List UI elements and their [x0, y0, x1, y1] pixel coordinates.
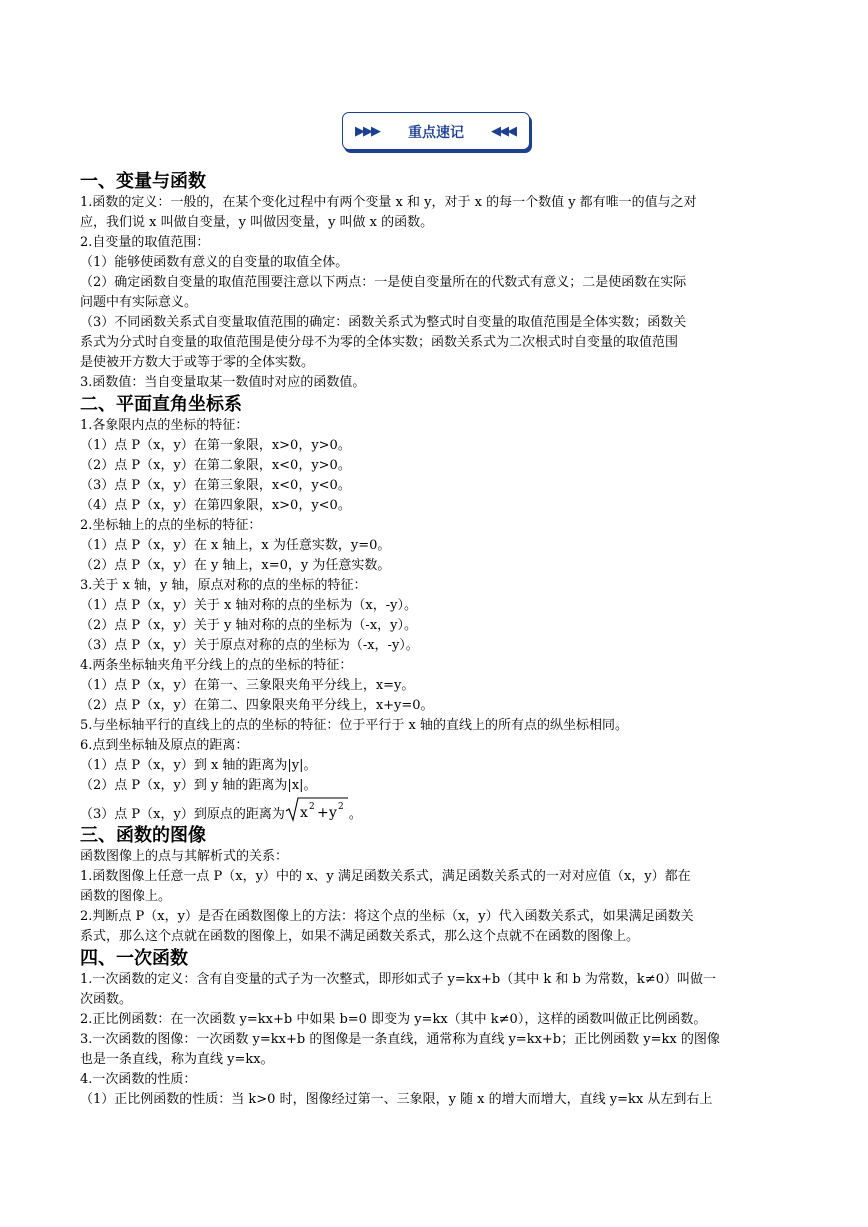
text-line: （2）点 P（x，y）在第二、四象限夹角平分线上，x+y=0。 — [80, 698, 434, 713]
text-line: （3）点 P（x，y）在第三象限，x<0，y<0。 — [80, 478, 351, 493]
text-line: 也是一条直线，称为直线 y=kx。 — [80, 1052, 274, 1067]
formula-suffix: 。 — [348, 807, 362, 822]
section-heading-1: 一、变量与函数 — [80, 171, 206, 192]
key-points-banner — [342, 112, 530, 150]
text-line: 3.一次函数的图像：一次函数 y=kx+b 的图像是一条直线，通常称为直线 y=kx+b；正比例函数 y=kx 的图像 — [80, 1032, 720, 1047]
banner-title: 重点速记 — [408, 125, 464, 141]
text-line: 问题中有实际意义。 — [80, 295, 198, 310]
text-line: 1.函数图像上任意一点 P（x，y）中的 x、y 满足函数关系式，满足函数关系式的一对对应值（x，y）都在 — [80, 869, 691, 884]
text-line: （1）点 P（x，y）在 x 轴上，x 为任意实数，y=0。 — [80, 538, 391, 553]
section-heading-3: 三、函数的图像 — [80, 825, 206, 846]
text-line: 1.函数的定义：一般的，在某个变化过程中有两个变量 x 和 y，对于 x 的每一个数值 y 都有唯一的值与之对 — [80, 195, 697, 210]
text-line: 系式，那么这个点就在函数的图像上，如果不满足函数关系式，那么这个点就不在函数的图像上。 — [80, 929, 640, 944]
text-line: 4.一次函数的性质： — [80, 1072, 197, 1087]
exponent-y: 2 — [337, 802, 344, 812]
triple-right-triangle-icon: ▶▶▶ — [355, 124, 379, 139]
text-line: 系式为分式时自变量的取值范围是使分母不为零的全体实数；函数关系式为二次根式时自变量的取值范围 — [80, 335, 679, 350]
text-line: （2）点 P（x，y）到 y 轴的距离为|x|。 — [80, 778, 317, 793]
text-line: 2.坐标轴上的点的坐标的特征： — [80, 518, 262, 533]
text-line: 次函数。 — [80, 992, 133, 1007]
text-line: （3）不同函数关系式自变量取值范围的确定：函数关系式为整式时自变量的取值范围是全体实数；函数关 — [80, 315, 687, 330]
text-line: 5.与坐标轴平行的直线上的点的坐标的特征：位于平行于 x 轴的直线上的所有点的纵坐标相同。 — [80, 718, 629, 733]
text-line: （2）点 P（x，y）在第二象限，x<0，y>0。 — [80, 458, 351, 473]
radicand-plus: + — [316, 805, 329, 821]
text-line: 6.点到坐标轴及原点的距离： — [80, 738, 249, 753]
text-line: （2）点 P（x，y）关于 y 轴对称的点的坐标为（-x，y）。 — [80, 618, 418, 633]
text-line: （1）点 P（x，y）在第一象限，x>0，y>0。 — [80, 438, 351, 453]
triple-left-triangle-icon: ◀◀◀ — [491, 124, 515, 139]
text-line: 函数图像上的点与其解析式的关系： — [80, 849, 289, 864]
text-line: （2）确定函数自变量的取值范围要注意以下两点：一是使自变量所在的代数式有意义；二是使函数在实际 — [80, 275, 687, 290]
text-line: 函数的图像上。 — [80, 889, 172, 904]
text-line: 2.判断点 P（x，y）是否在函数图像上的方法：将这个点的坐标（x，y）代入函数关系式，如果满足函数关 — [80, 909, 694, 924]
square-root-formula — [285, 796, 349, 822]
text-line: 1.一次函数的定义：含有自变量的式子为一次整式，即形如式子 y=kx+b（其中 k 和 b 为常数，k≠0）叫做一 — [80, 972, 716, 987]
text-line: （1）能够使函数有意义的自变量的取值全体。 — [80, 255, 349, 270]
text-line: （1）点 P（x，y）在第一、三象限夹角平分线上，x=y。 — [80, 678, 415, 693]
text-line: （4）点 P（x，y）在第四象限，x>0，y<0。 — [80, 498, 351, 513]
text-line: 应，我们说 x 叫做自变量，y 叫做因变量，y 叫做 x 的函数。 — [80, 215, 434, 230]
text-line: （1）点 P（x，y）关于 x 轴对称的点的坐标为（x，-y）。 — [80, 598, 417, 613]
section-heading-2: 二、平面直角坐标系 — [80, 394, 242, 415]
text-line: 1.各象限内点的坐标的特征： — [80, 418, 249, 433]
text-line: （1）正比例函数的性质：当 k>0 时，图像经过第一、三象限，y 随 x 的增大而增大，直线 y=kx 从左到右上 — [80, 1092, 713, 1107]
text-line: 是使被开方数大于或等于零的全体实数。 — [80, 355, 315, 370]
exponent-x: 2 — [308, 802, 315, 812]
text-line: （3）点 P（x，y）关于原点对称的点的坐标为（-x，-y）。 — [80, 638, 419, 653]
document-page — [80, 112, 792, 1110]
distance-formula-line — [80, 796, 792, 824]
text-line: 2.正比例函数：在一次函数 y=kx+b 中如果 b=0 即变为 y=kx（其中 k≠0），这样的函数叫做正比例函数。 — [80, 1012, 707, 1027]
text-line: 3.函数值：当自变量取某一数值时对应的函数值。 — [80, 375, 366, 390]
text-line: （1）点 P（x，y）到 x 轴的距离为|y|。 — [80, 758, 317, 773]
text-line: 2.自变量的取值范围： — [80, 235, 210, 250]
radicand-x: x — [299, 805, 308, 821]
section-heading-4: 四、一次函数 — [80, 948, 188, 969]
formula-prefix: （3）点 P（x，y）到原点的距离为 — [80, 807, 285, 822]
text-line: 4.两条坐标轴夹角平分线上的点的坐标的特征： — [80, 658, 353, 673]
text-line: 3.关于 x 轴，y 轴，原点对称的点的坐标的特征： — [80, 578, 367, 593]
radicand-y: y — [328, 805, 337, 821]
banner-wrap — [80, 112, 792, 156]
text-line: （2）点 P（x，y）在 y 轴上，x=0，y 为任意实数。 — [80, 558, 391, 573]
